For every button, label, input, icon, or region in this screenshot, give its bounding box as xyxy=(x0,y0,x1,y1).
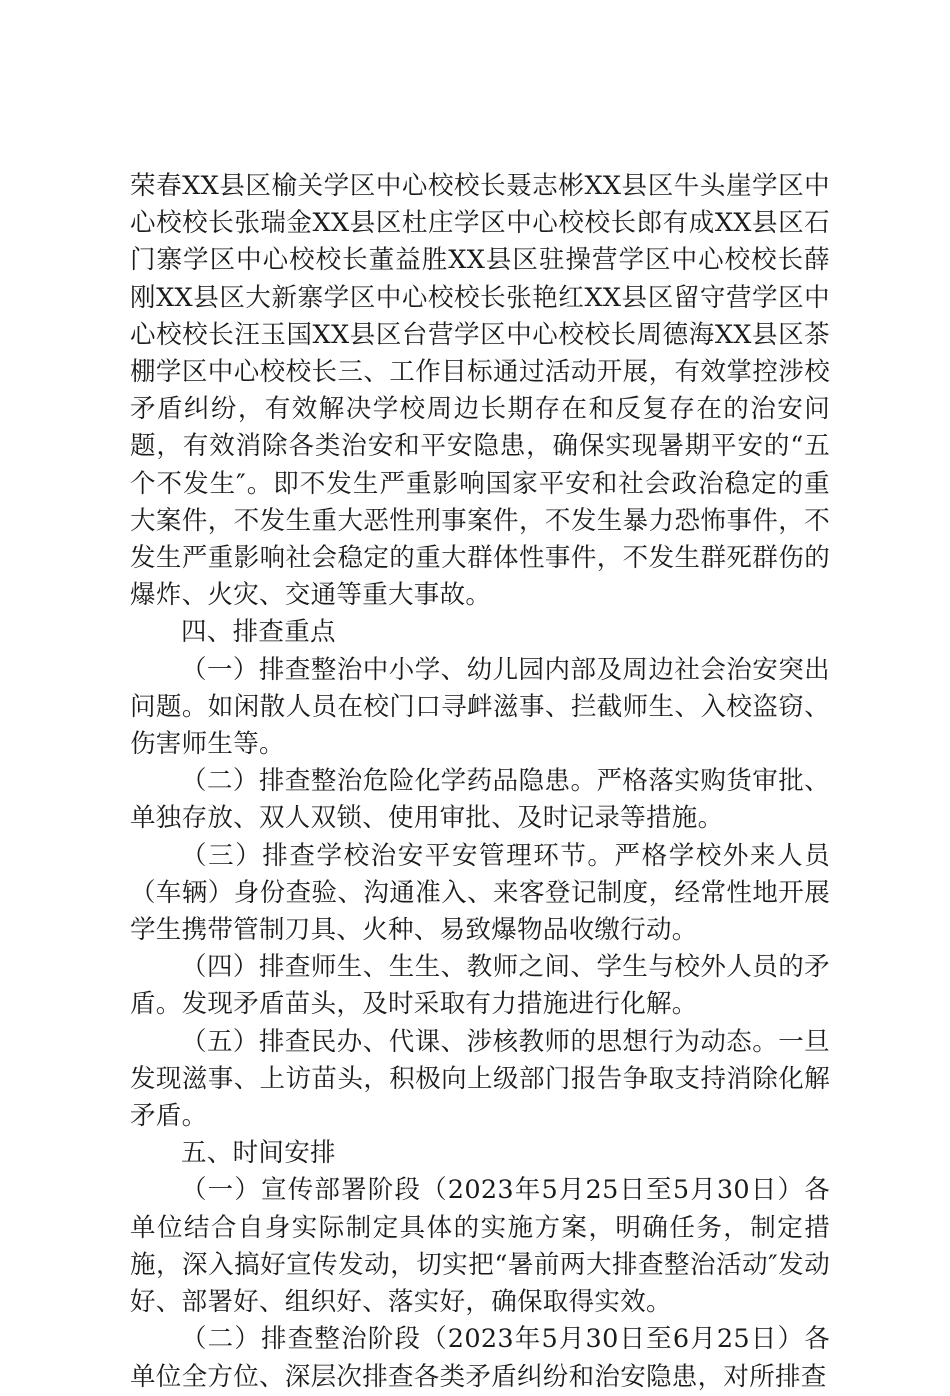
paragraph-focus-item-2: （二）排查整治危险化学药品隐患。严格落实购货审批、单独存放、双人双锁、使用审批、及时记录等措施。 xyxy=(130,766,830,834)
paragraph-focus-item-3: （三）排查学校治安平安管理环节。严格学校外来人员（车辆）身份查验、沟通准入、来客登记制度，经常性地开展学生携带管制刀具、火种、易致爆物品收缴行动。 xyxy=(130,840,830,946)
section-heading-inspection-focus: 四、排查重点 xyxy=(181,617,336,648)
paragraph-focus-item-5: （五）排查民办、代课、涉核教师的思想行为动态。一旦发现滋事、上访苗头，积极向上级部门报告争取支持消除化解矛盾。 xyxy=(130,1026,830,1132)
section-heading-schedule: 五、时间安排 xyxy=(181,1138,336,1169)
document-body xyxy=(130,168,830,1396)
paragraph-schedule-stage-1: （一）宣传部署阶段（2023年5月25日至5月30日）各单位结合自身实际制定具体的实施方案，明确任务，制定措施，深入搞好宣传发动，切实把“暑前两大排查整治活动″发动好、部署好、组织好、落实好，确保取得实效。 xyxy=(130,1175,830,1318)
paragraph-schedule-stage-2: （二）排查整治阶段（2023年5月30日至6月25日）各单位全方位、深层次排查各类矛盾纠纷和治安隐患，对所排查 xyxy=(130,1324,830,1392)
paragraph-focus-item-4: （四）排查师生、生生、教师之间、学生与校外人员的矛盾。发现矛盾苗头，及时采取有力措施进行化解。 xyxy=(130,952,830,1020)
paragraph-focus-item-1: （一）排查整治中小学、幼儿园内部及周边社会治安突出问题。如闲散人员在校门口寻衅滋事、拦截师生、入校盗窃、伤害师生等。 xyxy=(130,654,830,760)
paragraph-leaders-and-goals: 荣春XX县区榆关学区中心校校长聂志彬XX县区牛头崖学区中心校校长张瑞金XX县区杜庄学区中心校校长郎有成XX县区石门寨学区中心校校长董益胜XX县区驻操营学区中心校校长薛刚XX县区大新寨学区中心校校长张艳红XX县区留守营学区中心校校长汪玉国XX县区台营学区中心校校长周德海XX县区茶棚学区中心校校长三、工作目标通过活动开展，有效掌控涉校矛盾纠纷，有效解决学校周边长期存在和反复存在的治安问题，有效消除各类治安和平安隐患，确保实现暑期平安的“五个不发生″。即不发生严重影响国家平安和社会政治稳定的重大案件，不发生重大恶性刑事案件，不发生暴力恐怖事件，不发生严重影响社会稳定的重大群体性事件，不发生群死群伤的爆炸、火灾、交通等重大事故。 xyxy=(130,171,830,611)
